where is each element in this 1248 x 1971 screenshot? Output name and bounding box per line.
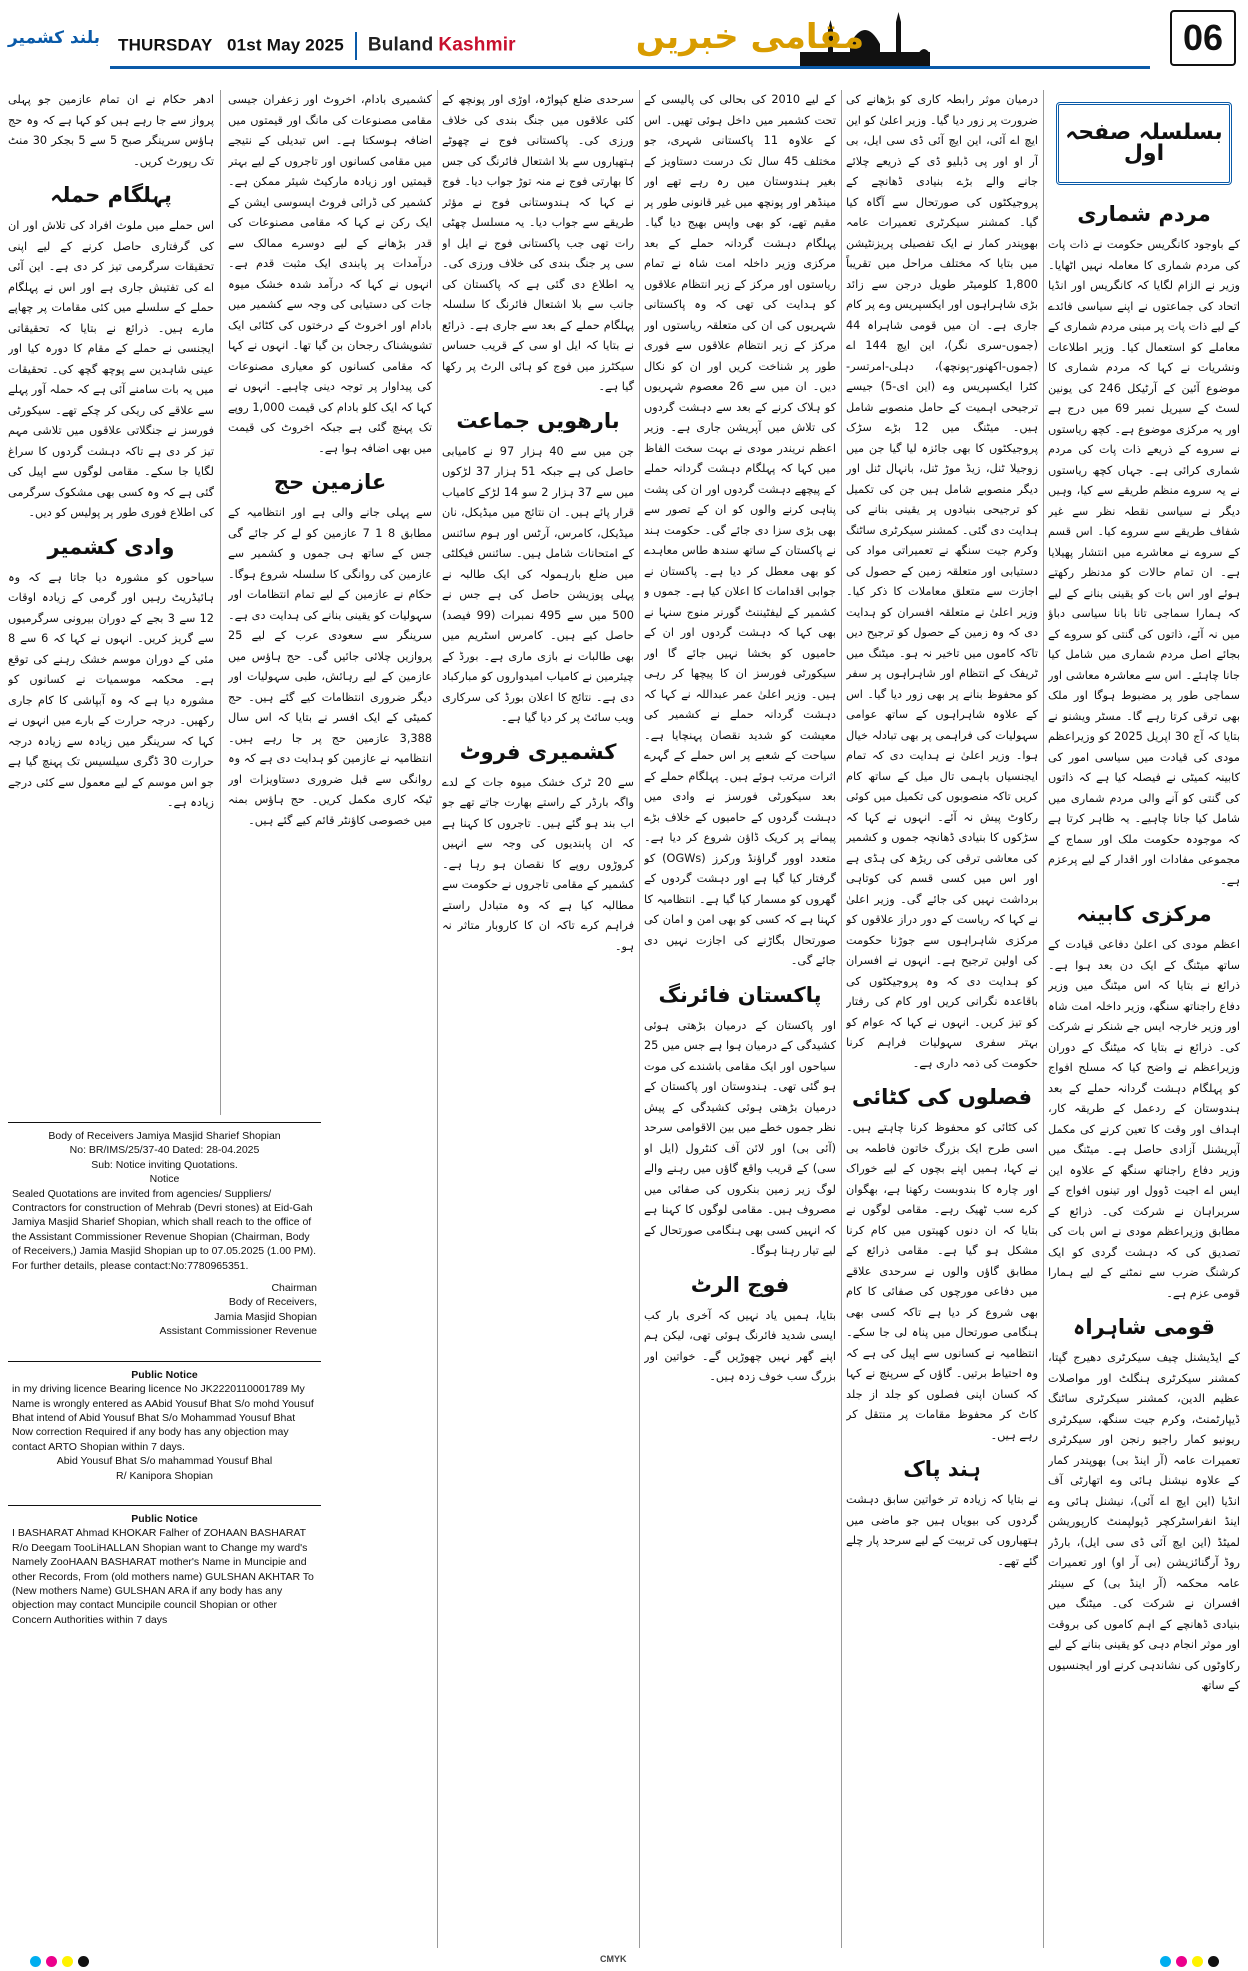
headline-crop-harvest: فصلوں کی کٹائی	[852, 1085, 1032, 1109]
article-harvest-body: کی کٹائی کو محفوظ کرنا چاہتے ہیں۔ اسی طرح ایک بزرگ خاتون فاطمہ بی نے کہا، ہمیں اپنے بچوں کے لیے خوراک اور چارہ کا بندوبست رکھنا ہے، بھگوان کرے سب ٹھیک رہے۔ مقامی لوگوں نے بتایا کہ ان دنوں کھیتوں میں کام کرنا مشکل ہو گیا ہے۔ مقامی ذرائع کے مطابق گاؤں والوں نے سرحدی علاقے میں دفاعی مورچوں کی صفائی کا کام بھی شروع کر دیا ہے تاکہ کسی بھی ہنگامی صورتحال میں پناہ لی جا سکے۔ انتظامیہ نے کسانوں سے اپیل کی ہے کہ وہ احتیاط برتیں۔ گاؤں کے سرپنچ نے کہا کہ کسان اپنی فصلوں کو جلد از جلد کاٹ کر محفوظ مقامات پر منتقل کر رہے ہیں۔	[846, 1121, 1038, 1442]
column-1	[1048, 90, 1240, 1948]
date-label: 01st May 2025	[226, 35, 344, 55]
public-notice-title: Public Notice	[131, 1368, 198, 1381]
notice-issuer: Body of Receivers Jamiya Masjid Sharief Shopian	[48, 1130, 281, 1142]
print-registration-bar	[0, 1952, 1248, 1971]
notice-body: Sealed Quotations are invited from agencies/ Suppliers/ Contractors for construction of Mehrab (Devri stones) at Eid-Gah Jamiya Masjid Sharief Shopian, which shall reach to the office of the Assistant Commissioner Revenue Shopian (Chairman, Body of Receivers,) Jamia Masjid Shopian up to 07.05.2025 (1.00 PM). For further details, please contact:No:7780965351.	[12, 1187, 317, 1272]
continuation-box-title: بسلسلہ صفحہ اول	[1056, 102, 1232, 185]
headline-pakistan-firing: پاکستان فائرنگ	[658, 982, 822, 1007]
section-title-band	[560, 8, 940, 66]
headline-army-alert: فوج الرٹ	[690, 1272, 790, 1297]
brand-name-first: Buland	[367, 34, 434, 56]
article-dry-fruit-body: کشمیری بادام، اخروٹ اور زعفران جیسی مقامی مصنوعات کی مانگ اور قیمتوں میں اضافہ ہوسکتا ہے۔ اس تبدیلی کے نتیجے میں مقامی کسانوں اور تاجروں کے لیے بہتر قیمتیں اور زیادہ مارکیٹ شیئر ممکن ہے۔ کشمیر کی ڈرائی فروٹ ایسوسی ایشن کے ایک رکن نے کہا کہ مقامی مصنوعات کی قدر بڑھانے کے لیے دوسرے ممالک سے درآمدات پر پابندی ایک مثبت قدم ہے۔ انہوں نے کہا کہ درآمد شدہ خشک میوہ جات کی دستیابی کی وجہ سے کشمیر میں بادام اور اخروٹ کے درختوں کی کٹائی ایک تشویشناک رجحان بن گیا تھا۔ انہوں نے کہا کہ مقامی کسانوں کو معیاری مصنوعات کی پیداوار پر توجہ دینی چاہیے۔ انہوں نے کہا کہ ایک کلو بادام کی قیمت 1,000 روپے تک پہنچ گئی ہے جبکہ اخروٹ کی قیمت میں بھی اضافہ ہوا ہے۔	[228, 93, 432, 455]
brand-name-second: Kashmir	[438, 34, 516, 56]
article-loc-body: سرحدی ضلع کپواڑہ، اوڑی اور پونچھ کے کئی علاقوں میں جنگ بندی کی خلاف ورزی کی۔ پاکستانی فوج نے چھوٹے ہتھیاروں سے بلا اشتعال فائرنگ کی جس کا بھارتی فوج نے منہ توڑ جواب دیا۔ فوج نے کہا کہ ہندوستانی فوج نے مؤثر طریقے سے جواب دیا۔ یہ مسلسل چھٹی رات تھی جب پاکستانی فوج نے ایل او سی پر جنگ بندی کی خلاف ورزی کی۔ یہ اطلاع دی گئی ہے کہ پاکستان کی جانب سے بلا اشتعال فائرنگ کا سلسلہ پہلگام حملے کے بعد سے جاری ہے۔ ذرائع نے بتایا کہ ایل او سی کے قریب حساس سیکٹرز میں فوج کو ہائی الرٹ پر رکھا گیا ہے۔	[442, 93, 634, 393]
notice-signatory-2: Body of Receivers,	[228, 1296, 317, 1309]
article-highway-continued: درمیان موثر رابطہ کاری کو بڑھانے کی ضرورت پر زور دیا گیا۔ وزیر اعلیٰ کو این ایچ اے آئی، این ایچ آئی ڈی سی ایل، بی آر او اور پی ڈبلیو ڈی کے ذریعے چلائے جانے والے بڑے بنیادی ڈھانچے کے پروجیکٹوں کی صورتحال سے آگاہ کیا گیا۔ کمشنر سیکرٹری تعمیرات عامہ بھوپندر کمار نے ایک تفصیلی پریزنٹیشن میں بتایا کہ مختلف مراحل میں تقریباً 1,800 کلومیٹر طویل درجن سے زائد بڑی شاہراہوں اور ایکسپریس وے پر کام جاری ہے۔ ان میں قومی شاہراہ 44 (جموں-سری نگر)، این ایچ 144 اے (جموں-اکھنور-پونچھ)، دہلی-امرتسر-کٹرا ایکسپریس وے (این ای-5) جیسے ترجیحی اہمیت کے حامل منصوبے شامل ہیں۔ میٹنگ میں 12 بڑے سڑک پروجیکٹوں کا بھی جائزہ لیا گیا جن میں زوجیلا ٹنل، زیڈ موڑ ٹنل، بانہال ٹنل اور دیگر منصوبے شامل ہیں جن کی تکمیل کو ترجیحی بنیادوں پر یقینی بنانے کی ہدایت دی گئی۔ کمشنر سیکرٹری ساٹنگ وکرم جیت سنگھ نے تعمیراتی مواد کی دستیابی اور متعلقہ زمین کے حصول کی اجازت سے متعلق معاملات کا ذکر کیا۔ وزیر اعلیٰ نے متعلقہ افسران کو ہدایت دی کہ وہ زمین کے حصول کو ترجیح دیں تاکہ کاموں میں تاخیر نہ ہو۔ میٹنگ میں ٹریفک کے انتظام اور شاہراہوں پر سفر کو محفوظ بنانے پر بھی زور دیا گیا۔ اس کے علاوہ شاہراہوں کے ساتھ عوامی سہولیات کی فراہمی پر بھی تبادلہ خیال ہوا۔ وزیر اعلیٰ نے ہدایت دی کہ تمام ایجنسیاں باہمی تال میل کے ساتھ کام کریں تاکہ منصوبوں کی تکمیل میں کوئی رکاوٹ پیش نہ آئے۔ انہوں نے کہا کہ سڑکوں کا بنیادی ڈھانچہ جموں و کشمیر کی معاشی ترقی کی ریڑھ کی ہڈی ہے اور اس میں کسی قسم کی کوتاہی برداشت نہیں کی جائے گی۔ وزیر اعلیٰ نے کہا کہ ریاست کے دور دراز علاقوں کو مرکزی شاہراہوں سے جوڑنا حکومت کی اولین ترجیح ہے۔ انہوں نے افسران کو ہدایت دی کہ وہ پروجیکٹوں کی باقاعدہ نگرانی کریں اور کام کی رفتار کو تیز کریں۔ انہوں نے کہا کہ عوام کو بہتر سفری سہولیات فراہم کرنا حکومت کی ذمہ داری ہے۔	[846, 93, 1038, 1070]
quotation-notice	[8, 1122, 321, 1347]
article-haj-continued: ادھر حکام نے ان تمام عازمین جو پہلی پرواز سے جا رہے ہیں کو کہا ہے کہ وہ حج ہاؤس سرینگر صبح 5 سے 5 بجکر 30 منٹ تک رپورٹ کریں۔	[8, 93, 214, 168]
headline-census: مردم شماری	[1077, 202, 1211, 226]
column-5	[228, 90, 432, 1115]
date-line	[118, 32, 516, 60]
black-mark-icon	[78, 1956, 89, 1967]
masthead	[0, 0, 1248, 78]
headline-kashmir-valley: وادی کشمیر	[47, 534, 175, 559]
column-2	[846, 90, 1038, 1948]
article-firing-body: اور پاکستان کے درمیان بڑھتی ہوئی کشیدگی کے درمیان ہوا ہے جس میں 25 سیاحوں اور ایک مقامی باشندے کی موت ہو گئی تھی۔ ہندوستان اور پاکستان کے درمیان بڑھتی ہوئی کشیدگی کے پیش نظر جموں خطے میں بین الاقوامی سرحد (آئی بی) اور لائن آف کنٹرول (ایل او سی) کے قریب واقع گاؤں میں رہنے والے لوگ زیر زمین بنکروں کی صفائی میں مصروف ہیں۔ مقامی لوگوں کا کہنا ہے کہ انہیں کسی بھی ہنگامی صورتحال کے لیے تیار رہنا ہوگا۔	[644, 1018, 836, 1257]
magenta-mark-icon	[46, 1956, 57, 1967]
notice-label: Notice	[149, 1173, 180, 1186]
column-divider	[639, 90, 640, 1948]
day-label: THURSDAY	[118, 35, 213, 55]
column-divider	[1043, 90, 1044, 1948]
notice-reference: No: BR/IMS/25/37-40 Dated: 28-04.2025	[69, 1144, 260, 1157]
article-army-alert-body: بتایا، ہمیں یاد نہیں کہ آخری بار کب ایسی شدید فائرنگ ہوئی تھی، لیکن ہم اپنے گھر نہیں چھوڑیں گے۔ خواتین اور بزرگ سب خوف زدہ ہیں۔	[644, 1308, 836, 1383]
cyan-mark-icon	[30, 1956, 41, 1967]
cmyk-label: CMYK	[600, 1954, 627, 1964]
notice-signatory-3: Jamia Masjid Shopian	[214, 1310, 317, 1323]
masthead-separator	[355, 32, 357, 60]
headline-kashmiri-fruit: کشمیری فروٹ	[459, 739, 617, 764]
article-cabinet-body: اعظم مودی کی اعلیٰ دفاعی قیادت کے ساتھ میٹنگ کے ایک دن بعد ہوا ہے۔ ذرائع نے بتایا کہ اس میٹنگ میں وزیر دفاع راجناتھ سنگھ، وزیر داخلہ امت شاہ اور وزیر خارجہ ایس جے شنکر نے شرکت کی۔ ذرائع نے بتایا کہ میٹنگ کے دوران وزیراعظم نے واضح کیا کہ مسلح افواج کو پہلگام دہشت گردانہ حملے کے بعد ہندوستان کے ردعمل کے طریقہ کار، اہداف اور وقت کا تعین کرنے کی مکمل آپریشنل آزادی حاصل ہے۔ میٹنگ میں وزیر دفاع راجناتھ سنگھ کے علاوہ این ایس اے اجیت ڈوول اور تینوں افواج کے سربراہان نے شرکت کی۔ ذرائع کے مطابق وزیراعظم مودی نے اس بات کی تصدیق کی کہ دہشت گردی کو ایک کرشنگ ضرب سے نمٹنے کے لیے ہمارا قومی عزم ہے۔	[1048, 938, 1240, 1300]
article-haj-body: سے پہلی جانے والی ہے اور انتظامیہ کے مطابق 8 1 7 عازمین کو لے کر جائے گی جس کے ساتھ ہی جموں و کشمیر سے عازمین کی روانگی کا سلسلہ شروع ہوگا۔ حکام نے عازمین کے لیے تمام انتظامات اور سہولیات کو یقینی بنانے کی ہدایت دی ہے۔ سرینگر سے سعودی عرب کے لیے 25 پروازیں چلائی جائیں گی۔ حج ہاؤس میں عازمین کے لیے رہائش، طبی سہولیات اور دیگر ضروری انتظامات کیے گئے ہیں۔ حج کمیٹی کے ایک افسر نے بتایا کہ اس سال 3,388 عازمین حج پر جا رہے ہیں۔ انتظامیہ نے عازمین کو ہدایت دی ہے کہ وہ روانگی سے قبل ضروری دستاویزات اور ٹیکہ کاری مکمل کریں۔ حج ہاؤس بمنہ میں خصوصی کاؤنٹر قائم کیے گئے ہیں۔	[228, 506, 432, 827]
public-notice-title: Public Notice	[131, 1512, 198, 1525]
column-divider	[220, 90, 221, 1115]
column-divider	[437, 90, 438, 1948]
public-notice-body: I BASHARAT Ahmad KHOKAR Falher of ZOHAAN BASHARAT R/o Deegam TooLiHALLAN Shopian want to Change my ward's Namely ZooHAAN BASHARAT mother's Name in Muncipie and other Records, From (old mothers name) GULSHAN AKHTAR To (New mothers Name) GULSHAN ARA if any body has any objection may contact Muncipile council Shopian or other Concern Authorities within 7 days	[12, 1527, 314, 1626]
headline-indo-pak: ہند پاک	[903, 1457, 981, 1481]
headline-pahalgam-attack: پہلگام حملہ	[50, 183, 172, 207]
article-deportation-body: کے لیے 2010 کی بحالی کی پالیسی کے تحت کشمیر میں داخل ہوئی تھیں۔ اس کے علاوہ 11 پاکستانی شہری، جو مختلف 45 سال تک درست دستاویز کے بغیر ہندوستان میں رہ رہے تھے اور مینڈھر اور پونچھ میں غیر قانونی طور پر مقیم تھے، کو بھی واپس بھیج دیا گیا۔ پہلگام دہشت گردانہ حملے کے بعد مرکزی وزیر داخلہ امت شاہ نے تمام ریاستوں اور مرکز کے زیر انتظام علاقوں کو ہدایت کی تھی کہ وہ پاکستانی شہریوں کی ان کی متعلقہ ریاستوں اور مرکز کے زیر انتظام علاقوں سے فوری طور پر شناخت کریں اور ان کو نکال دیں۔ ان میں سے 26 معصوم شہریوں کو ہلاک کرنے کے بعد سے دہشت گردوں کی تلاش میں آپریشن جاری ہے۔ وزیر اعظم نریندر مودی نے بہت سخت الفاظ میں کہا کہ پہلگام دہشت گردانہ حملے کے پیچھے دہشت گردوں اور ان کی پشت پناہی کرنے والوں کو ان کے تصور سے بھی بڑی سزا دی جائے گی۔ حکومت ہند نے پاکستان کے ساتھ سندھ طاس معاہدے کو بھی معطل کر دیا ہے۔ پاکستان نے جوابی اقدامات کا اعلان کیا ہے۔ جموں و کشمیر کے لیفٹیننٹ گورنر منوج سنہا نے بھی کہا کہ دہشت گردوں اور ان کے حامیوں کو بخشا نہیں جائے گا اور سیکورٹی فورسز ان کا پیچھا کر رہی ہیں۔ وزیر اعلیٰ عمر عبداللہ نے کہا کہ دہشت گردانہ حملے نے کشمیر کی معیشت کو شدید نقصان پہنچایا ہے۔ سیاحت کے شعبے پر اس حملے کے گہرے اثرات مرتب ہوئے ہیں۔ پہلگام حملے کے بعد سیکورٹی فورسز نے وادی میں دہشت گردوں کے حامیوں کے خلاف بڑے پیمانے پر کریک ڈاؤن شروع کر دیا ہے۔ متعدد اوور گراؤنڈ ورکرز (OGWs) کو گرفتار کیا گیا ہے اور دہشت گردوں کے گھروں کو مسمار کیا گیا ہے۔ انتظامیہ کا کہنا ہے کہ کسی کو بھی امن و امان کی صورتحال بگاڑنے کی اجازت نہیں دی جائے گی۔	[644, 93, 836, 967]
masthead-rule	[110, 66, 1150, 69]
yellow-mark-icon	[62, 1956, 73, 1967]
magenta-mark-icon	[1176, 1956, 1187, 1967]
article-results-body: جن میں سے 40 ہزار 97 نے کامیابی حاصل کی ہے جبکہ 51 ہزار 37 لڑکوں میں سے 37 ہزار 2 سو 14 لڑکے کامیاب قرار پائے ہیں۔ ان نتائج میں میڈیکل، نان میڈیکل، کامرس، آرٹس اور ہوم سائنس کے امتحانات شامل ہیں۔ سائنس فیکلٹی میں ضلع بارہمولہ کی ایک طالبہ نے پہلی پوزیشن حاصل کی ہے جس نے 500 میں سے 495 نمبرات (99 فیصد) حاصل کیے ہیں۔ کامرس اسٹریم میں بھی طالبات نے بازی ماری ہے۔ بورڈ کے چیئرمین نے کامیاب امیدواروں کو مبارکباد دی ہے۔ نتائج کا اعلان بورڈ کی سرکاری ویب سائٹ پر کر دیا گیا ہے۔	[442, 444, 634, 724]
headline-central-cabinet: مرکزی کابینہ	[1076, 902, 1212, 926]
column-6	[8, 90, 214, 1115]
cyan-mark-icon	[1160, 1956, 1171, 1967]
article-fruit-body: سے 20 ٹرک خشک میوہ جات کے لدے واگہ بارڈر کے راستے بھارت جاتے تھے جو اب بند ہو گئے ہیں۔ تاجروں کا کہنا ہے کہ ان پابندیوں کی وجہ سے انہیں کروڑوں روپے کا نقصان ہو رہا ہے۔ کشمیر کے مقامی تاجروں نے حکومت سے مطالبہ کیا ہے کہ وہ متبادل راستے فراہم کرے تاکہ ان کا کاروبار متاثر نہ ہو۔	[442, 775, 634, 953]
article-indo-pak-body: نے بتایا کہ زیادہ تر خواتین سابق دہشت گردوں کی بیویاں ہیں جو ماضی میں ہتھیاروں کی تربیت کے لیے سرحد پار چلے گئے تھے۔	[846, 1493, 1038, 1568]
notice-subject: Sub: Notice inviting Quotations.	[91, 1158, 238, 1171]
headline-class-twelve: بارھویں جماعت	[456, 408, 620, 433]
notice-signatory-4: Assistant Commissioner Revenue	[159, 1325, 317, 1338]
headline-haj-pilgrims: عازمین حج	[273, 470, 387, 494]
public-notice-body: in my driving licence Bearing licence No JK2220110001789 My Name is wrongly entered as AAbid Yousuf Bhat S/o mohd Yousuf Bhat intend of Abid Yousuf Bhat S/o Mohammad Yousuf Bhat Now correction Required if any body has any objection may contact ARTO Shopian within 7 days.	[12, 1383, 314, 1453]
column-4	[442, 90, 634, 1948]
yellow-mark-icon	[1192, 1956, 1203, 1967]
public-notice-licence	[8, 1361, 321, 1491]
article-valley-body: سیاحوں کو مشورہ دیا جاتا ہے کہ وہ ہائیڈریٹ رہیں اور گرمی کے زیادہ اوقات 12 سے 3 بجے کے دوران بیرونی سرگرمیوں سے گریز کریں۔ انہوں نے کہا کہ 6 سے 8 مئی کے دوران موسم خشک رہنے کی توقع ہے۔ محکمہ موسمیات نے کسانوں کو مشورہ دیا ہے کہ وہ آبپاشی کا کام جاری رکھیں۔ درجہ حرارت کے بارے میں انہوں نے کہا کہ سرینگر میں زیادہ سے زیادہ درجہ حرارت 30 ڈگری سیلسیس تک پہنچ گیا ہے جو اس موسم کے لیے معمول سے کئی درجے زیادہ ہے۔	[8, 570, 214, 809]
headline-national-highway: قومی شاہراہ	[1073, 1315, 1215, 1339]
newspaper-logo: بلند کشمیر	[7, 28, 101, 48]
article-pahalgam-body: اس حملے میں ملوث افراد کی تلاش اور ان کی گرفتاری حاصل کرنے کے لیے اپنی تحقیقات سرگرمی تیز کر دی ہے۔ این آئی اے کی تفتیش جاری ہے اور اس نے پہلگام حملے کے سلسلے میں کئی مقامات پر چھاپے مارے ہیں۔ ذرائع نے بتایا کہ تحقیقاتی ایجنسی نے حملے کے مقام کا دورہ کیا اور عینی شاہدین سے پوچھ گچھ کی۔ تحقیقات میں یہ بات سامنے آئی ہے کہ حملہ آور پہلے سے علاقے کی ریکی کر چکے تھے۔ سیکورٹی فورسز نے جنگلاتی علاقوں میں تلاشی مہم تیز کر دی ہے تاکہ دہشت گردوں کا سراغ لگایا جا سکے۔ مقامی لوگوں سے اپیل کی گئی ہے کہ وہ کسی بھی مشکوک سرگرمی کی اطلاع فوری طور پر پولیس کو دیں۔	[8, 219, 214, 519]
column-divider	[841, 90, 842, 1948]
notice-signatory-1: Chairman	[271, 1282, 317, 1295]
public-notice-address: R/ Kanipora Shopian	[116, 1469, 213, 1482]
public-notice-name-change	[8, 1505, 321, 1635]
public-notice-signature: Abid Yousuf Bhat S/o mahammad Yousuf Bhal	[56, 1455, 273, 1468]
page-number: 06	[1170, 10, 1236, 66]
article-highway-body: کے ایڈیشنل چیف سیکرٹری دھیرج گپتا، کمشنر سیکرٹری ہنگلٹ اور مواصلات عظیم الدین، کمشنر سیکرٹری ساٹنگ ڈیپارٹمنٹ، وکرم جیت سنگھ، سیکرٹری ریونیو کمار راجیو رنجن اور سیکرٹری تعمیرات عامہ (آر اینڈ بی) بھوپندر کمار کے علاوہ نیشنل ہائی وے اتھارٹی آف انڈیا (این ایچ اے آئی)، نیشنل ہائی وے اینڈ انفراسٹرکچر ڈیولپمنٹ کارپوریشن لمیٹڈ (این ایچ آئی ڈی سی ایل)، بارڈر روڈ آرگنائزیشن (بی آر او) اور تعمیرات عامہ محکمہ (آر اینڈ بی) کے سینئر افسران نے شرکت کی۔ میٹنگ میں بنیادی ڈھانچے کے اہم کاموں کی بروقت اور موثر انجام دہی کو یقینی بنانے کے لیے رکاوٹوں کی نشاندہی کرنے اور ایجنسیوں کے ساتھ	[1048, 1351, 1240, 1692]
black-mark-icon	[1208, 1956, 1219, 1967]
section-title: مقامی خبریں	[635, 17, 865, 57]
article-census-body: کے باوجود کانگریس حکومت نے ذات پات کی مردم شماری کا معاملہ نہیں اٹھایا۔ وزیر نے الزام لگایا کہ کانگریس اور انڈیا اتحاد کی جماعتوں نے اپنے سیاسی فائدے کے لیے ذات پات پر مبنی مردم شماری کے معاملے کو استعمال کیا۔ وزیر اطلاعات ونشریات نے کہا کہ مردم شماری کا موضوع آئین کے آرٹیکل 246 کی یونین لسٹ کے سیریل نمبر 69 میں درج ہے اور یہ مرکزی موضوع ہے۔ کچھ ریاستوں نے سروے کے ذریعے ذات پات کی مردم شماری کرائی ہے۔ جہاں کچھ ریاستوں نے یہ سروے منظم طریقے سے کیا، وہیں دیگر نے سیاسی نقطہ نظر سے غیر شفاف طریقے سے سروے کیا۔ اس قسم کے سروے نے معاشرے میں انتشار پھیلایا ہے۔ ان تمام حالات کو مدنظر رکھتے ہوئے اور اس بات کو یقینی بنانے کے لیے کہ ہمارا سماجی تانا بانا سیاسی دباؤ میں نہ آئے، ذاتوں کی گنتی کو سروے کے بجائے اصل مردم شماری میں شامل کیا جانا چاہئے۔ اس سے معاشرہ معاشی اور سماجی طور پر مضبوط ہوگا اور ملک بھی ترقی کرتا رہے گا۔ مسٹر ویشنو نے بتایا کہ آج 30 اپریل 2025 کو وزیراعظم مودی کی قیادت میں سیاسی امور کی کابینہ کمیٹی نے فیصلہ کیا ہے کہ ذاتوں کی گنتی کو آنے والی مردم شماری میں شامل کیا جانا چاہیے۔ یہ ظاہر کرتا ہے کہ موجودہ حکومت ملک اور سماج کے مجموعی مفادات اور اقدار کے لیے پرعزم ہے۔	[1048, 238, 1240, 887]
notices-area	[8, 1122, 321, 1922]
column-3	[644, 90, 836, 1948]
